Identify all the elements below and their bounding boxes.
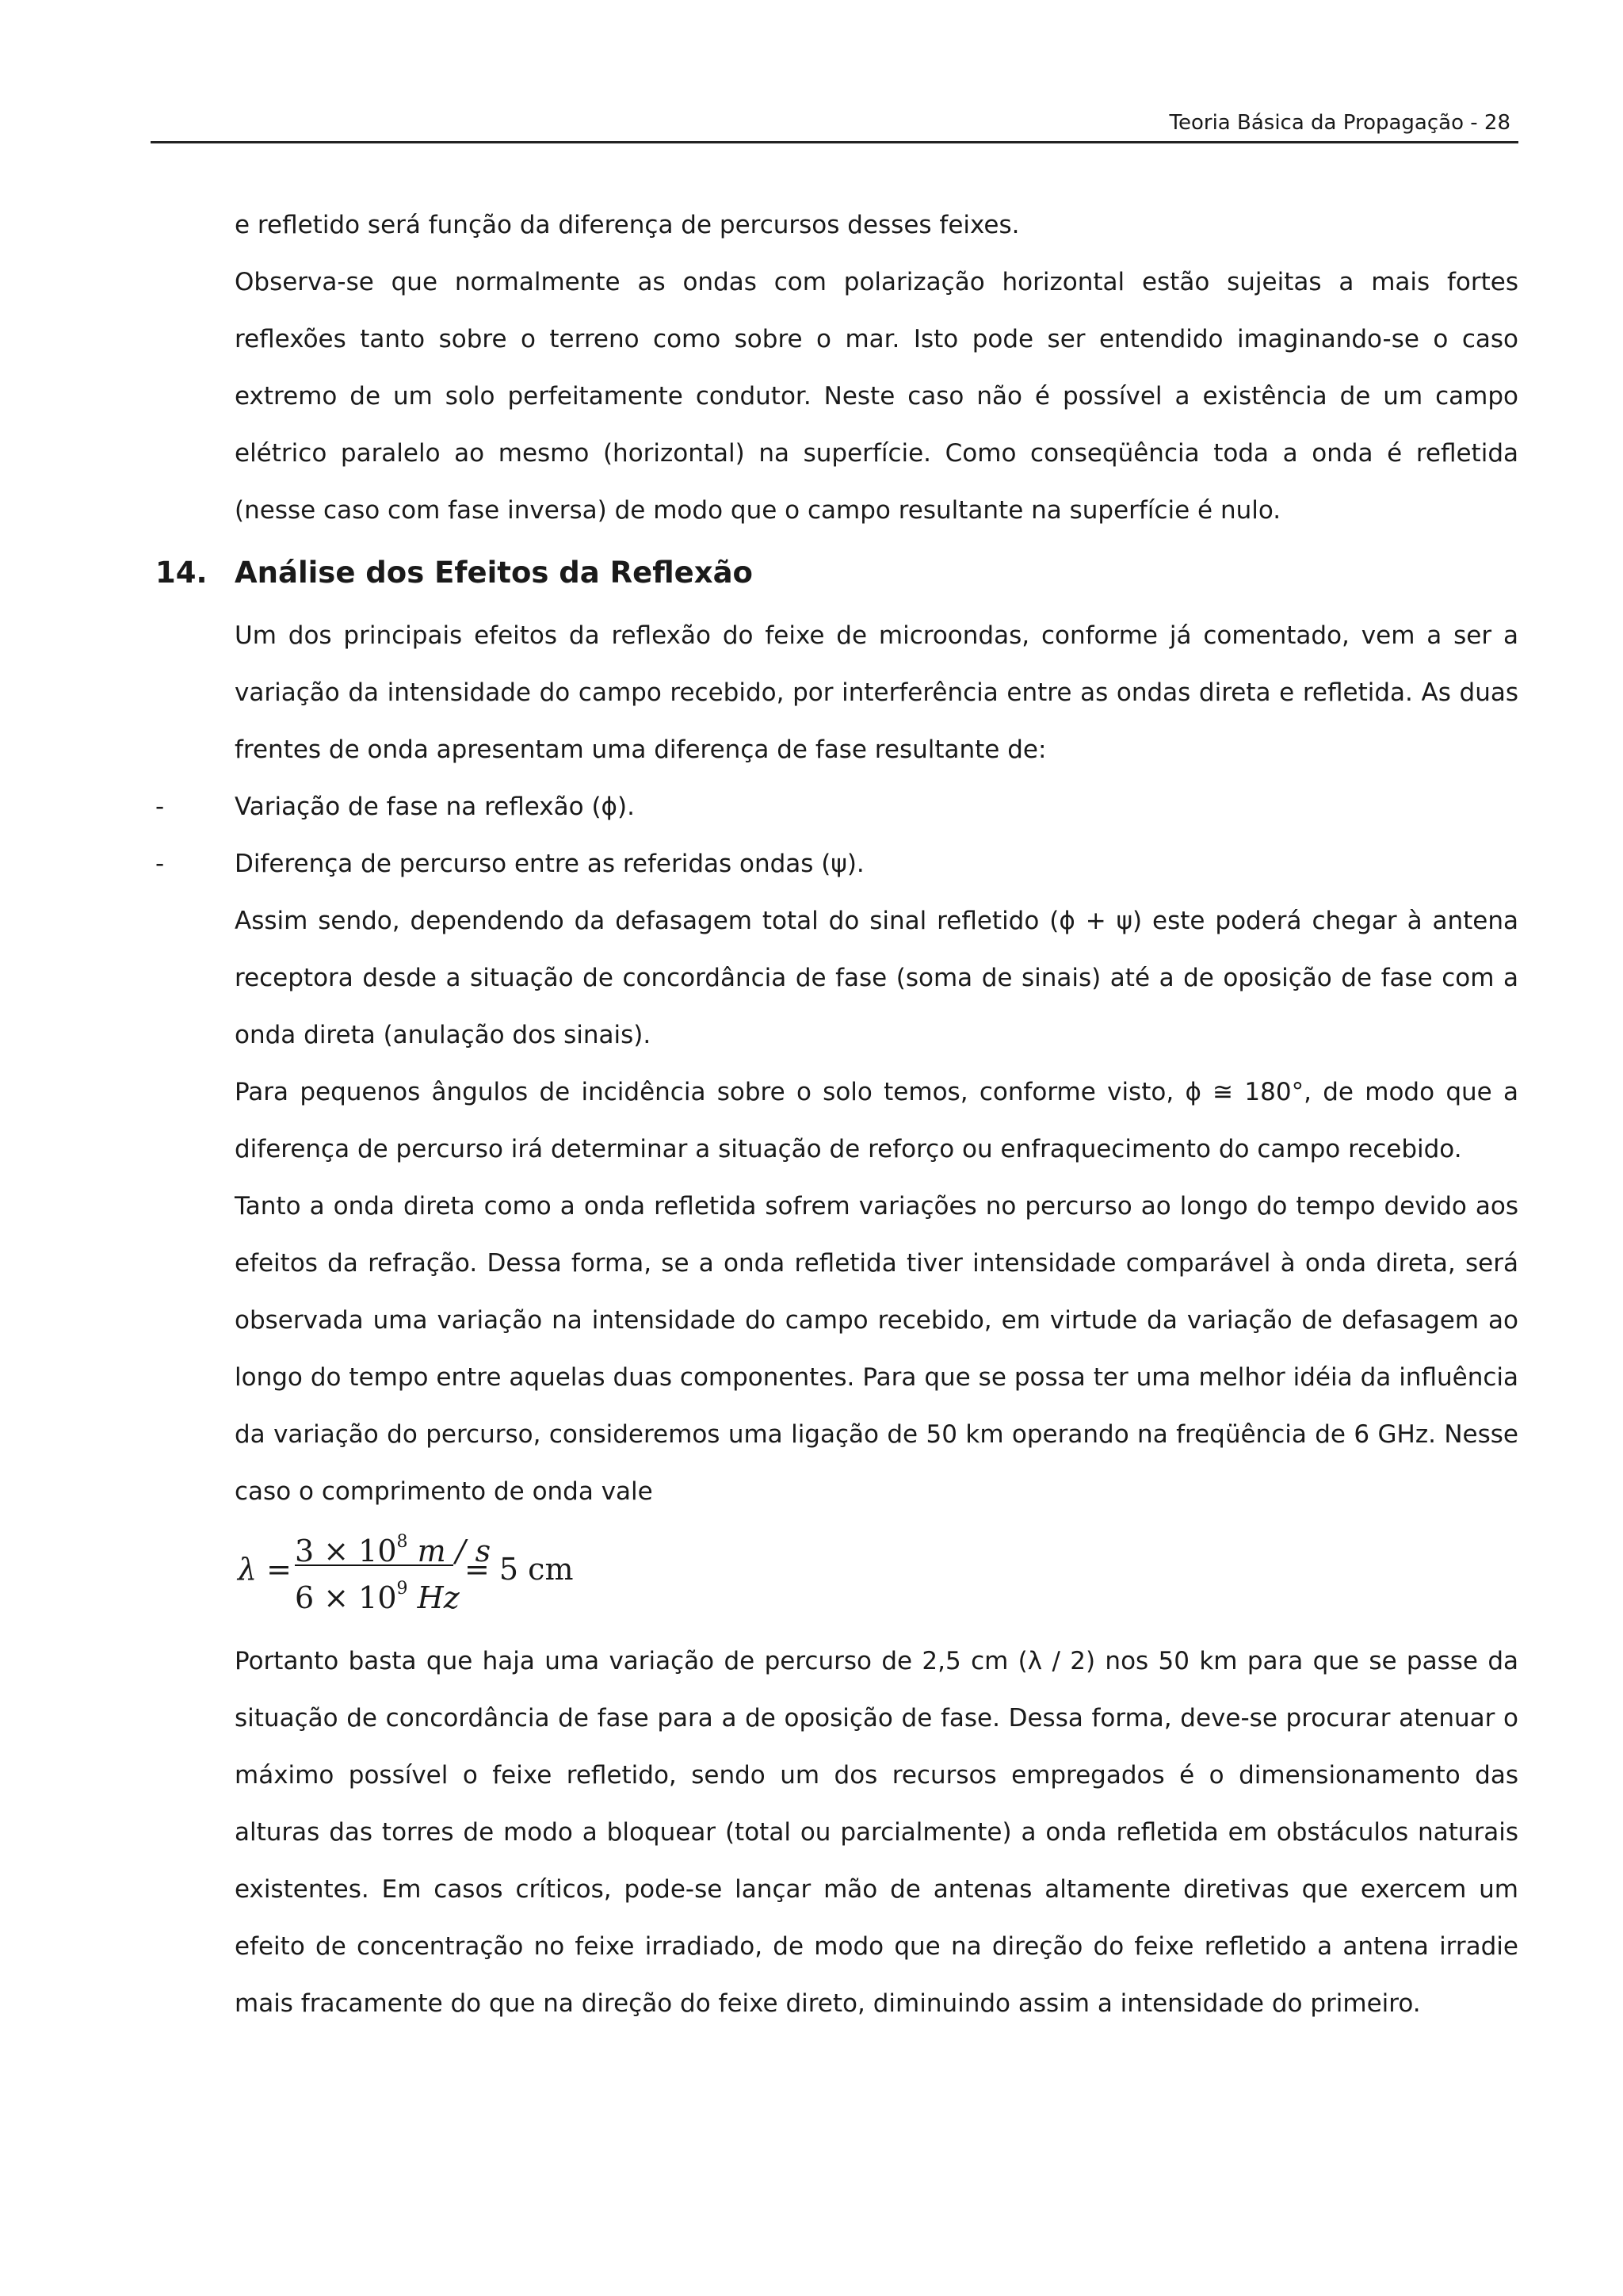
section-number: 14.: [155, 556, 208, 590]
formula-denominator: [295, 1566, 460, 1615]
formula-lhs: λ =: [238, 1552, 292, 1587]
list-item: [155, 835, 1518, 892]
paragraph-conclusion: Portanto basta que haja uma variação de percurso de 2,5 cm (λ / 2) nos 50 km para que se passe da situação de concordância de fase para a de oposição de fase. Dessa forma, deve-se procurar atenuar o máximo possível o feixe refletido, sendo um dos recursos empregados é o dimensionamento das alturas das torres de modo a bloquear (total ou parcialmente) a onda refletida em obstáculos naturais existentes. Em casos críticos, pode-se lançar mão de antenas altamente diretivas que exercem um efeito de concentração no feixe irradiado, de modo que na direção do feixe refletido a antena irradie mais fracamente do que na direção do feixe direto, diminuindo assim a intensidade do primeiro.: [235, 1647, 1518, 2018]
paragraph-reflected-path: e refletido será função da diferença de percursos desses feixes.: [235, 211, 1020, 239]
numerator-exponent: 8: [396, 1532, 408, 1552]
numerator-coefficient: 3 × 10: [295, 1534, 397, 1568]
paragraph-horizontal-polarization: Observa-se que normalmente as ondas com polarização horizontal estão sujeitas a mais fortes reflexões tanto sobre o terreno como sobre o mar. Isto pode ser entendido imaginando-se o caso extremo de um solo perfeitamente condutor. Neste caso não é possível a existência de um campo elétrico paralelo ao mesmo (horizontal) na superfície. Como conseqüência toda a onda é refletida (nesse caso com fase inversa) de modo que o campo resultante na superfície é nulo.: [235, 268, 1518, 525]
formula-result: = 5 cm: [464, 1552, 574, 1587]
paragraph-small-angles: Para pequenos ângulos de incidência sobre o solo temos, conforme visto, ϕ ≅ 180°, de modo que a diferença de percurso irá determinar a situação de reforço ou enfraquecimento do campo recebido.: [235, 1078, 1518, 1163]
formula-numerator: [295, 1520, 491, 1568]
denominator-unit: Hz: [417, 1580, 460, 1615]
paragraph-refraction-effects: Tanto a onda direta como a onda refletida sofrem variações no percurso ao longo do tempo devido aos efeitos da refração. Dessa forma, se a onda refletida tiver intensidade comparável à onda direta, será observada uma variação na intensidade do campo recebido, em virtude da variação de defasagem ao longo do tempo entre aquelas duas componentes. Para que se possa ter uma melhor idéia da influência da variação do percurso, consideremos uma ligação de 50 km operando na freqüência de 6 GHz. Nesse caso o comprimento de onda vale: [235, 1192, 1518, 1506]
denominator-exponent: 9: [396, 1579, 408, 1599]
section-heading: [155, 539, 1518, 607]
wavelength-formula: [235, 1520, 1518, 1622]
section-title: Análise dos Efeitos da Reflexão: [235, 556, 753, 590]
paragraph-total-phase: Assim sendo, dependendo da defasagem total do sinal refletido (ϕ + ψ) este poderá chegar à antena receptora desde a situação de concordância de fase (soma de sinais) até a de oposição de fase com a onda direta (anulação dos sinais).: [235, 907, 1518, 1049]
denominator-coefficient: 6 × 10: [295, 1580, 397, 1615]
paragraph-section-intro: Um dos principais efeitos da reflexão do feixe de microondas, conforme já comentado, vem a ser a variação da intensidade do campo recebido, por interferência entre as ondas direta e refletida. As duas frentes de onda apresentam uma diferença de fase resultante de:: [235, 621, 1518, 764]
list-dash: -: [155, 850, 165, 878]
page-body: [155, 197, 1518, 2032]
running-title: Teoria Básica da Propagação - 28: [1169, 111, 1510, 135]
numerator-unit: m / s: [417, 1534, 491, 1568]
formula-fraction: [295, 1520, 491, 1615]
page-header: [151, 109, 1518, 143]
list-item: [155, 778, 1518, 835]
list-dash: -: [155, 793, 165, 821]
list-item-text: Variação de fase na reflexão (ϕ).: [235, 793, 635, 821]
list-item-text: Diferença de percurso entre as referidas ondas (ψ).: [235, 850, 865, 878]
